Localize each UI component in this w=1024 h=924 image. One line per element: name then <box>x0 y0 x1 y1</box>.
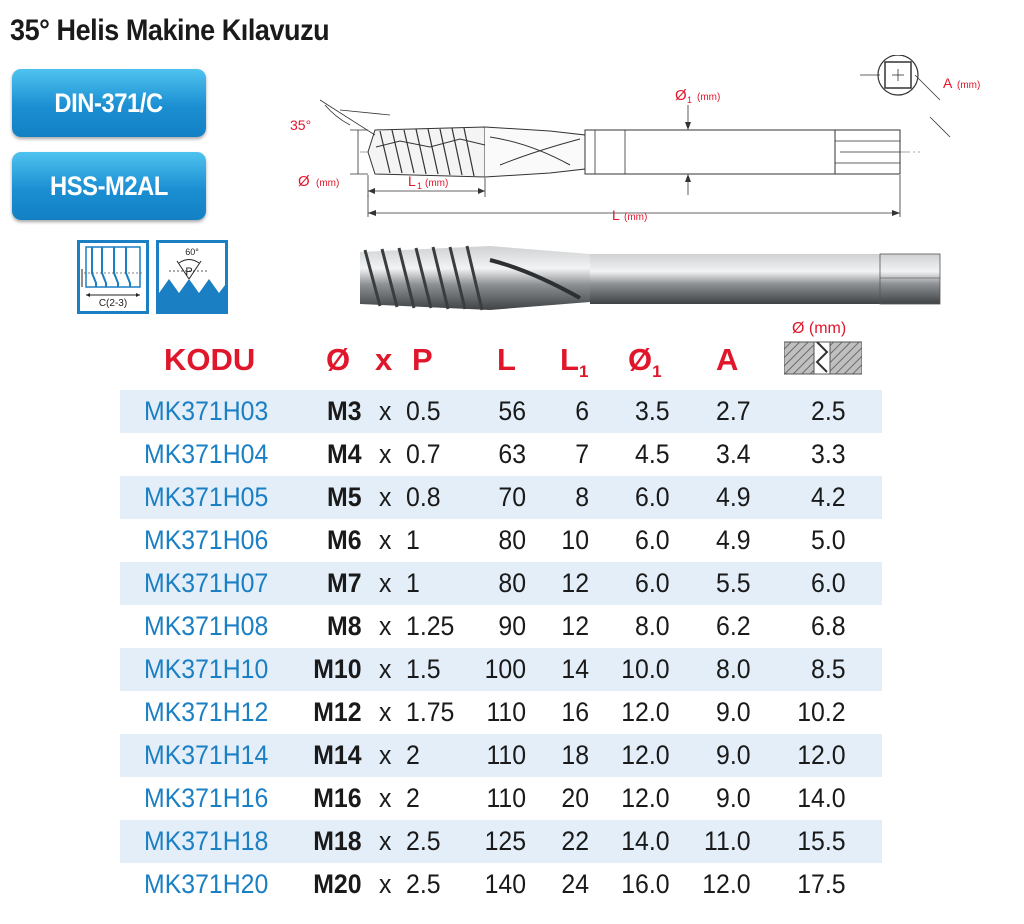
cell-square: 5.5 <box>716 568 751 598</box>
shank-diameter-symbol: Ø <box>675 87 687 104</box>
header-thread-length-symbol: L <box>560 342 579 377</box>
table-row <box>120 390 882 433</box>
cell-shank-diameter: 16.0 <box>621 869 670 899</box>
cell-length: 110 <box>486 740 526 770</box>
table-row <box>120 863 882 906</box>
cell-thread-length: 7 <box>575 439 589 469</box>
cell-x: x <box>379 525 392 555</box>
cell-length: 140 <box>484 869 526 899</box>
cell-code: MK371H07 <box>144 568 269 598</box>
cell-x: x <box>379 568 392 598</box>
cell-thread-size: M18 <box>313 826 362 856</box>
cell-length: 80 <box>498 525 526 555</box>
chamfer-form-icon <box>77 240 149 314</box>
cell-drill-diameter: 8.5 <box>811 654 846 684</box>
header-diameter: Ø <box>326 342 351 377</box>
cell-drill-diameter: 15.5 <box>797 826 846 856</box>
header-shank-sub: 1 <box>652 362 662 382</box>
cell-pitch: 2 <box>406 740 420 770</box>
cell-length: 90 <box>498 611 526 641</box>
cell-x: x <box>379 869 392 899</box>
page-title: 35° Helis Makine Kılavuzu <box>10 14 330 47</box>
cell-code: MK371H05 <box>144 482 269 512</box>
cell-thread-size: M6 <box>327 525 362 555</box>
header-pitch: P <box>412 342 433 377</box>
cell-square: 9.0 <box>716 697 751 727</box>
cell-code: MK371H10 <box>144 654 269 684</box>
cell-drill-diameter: 4.2 <box>811 482 846 512</box>
cell-code: MK371H06 <box>144 525 269 555</box>
diameter-unit: (mm) <box>316 178 340 189</box>
cell-thread-size: M5 <box>327 482 362 512</box>
table-row <box>120 605 882 648</box>
cell-square: 12.0 <box>702 869 751 899</box>
cell-shank-diameter: 10.0 <box>621 654 670 684</box>
cell-square: 4.9 <box>716 482 751 512</box>
cell-x: x <box>379 654 392 684</box>
cell-shank-diameter: 12.0 <box>621 740 670 770</box>
cell-thread-size: M20 <box>313 869 362 899</box>
cell-square: 9.0 <box>716 740 751 770</box>
cell-length: 70 <box>498 482 526 512</box>
cell-thread-size: M12 <box>313 697 362 727</box>
material-badge-label: HSS-M2AL <box>50 170 168 201</box>
cell-length: 100 <box>484 654 526 684</box>
shank-diameter-sub: 1 <box>687 95 693 105</box>
cell-thread-size: M16 <box>313 783 362 813</box>
helix-angle-label: 35° <box>290 117 312 133</box>
table-row <box>120 562 882 605</box>
product-table <box>120 320 882 906</box>
cell-square: 11.0 <box>704 826 751 856</box>
square-unit: (mm) <box>957 80 981 91</box>
standard-badge <box>12 69 206 137</box>
cell-x: x <box>379 826 392 856</box>
table-row <box>120 777 882 820</box>
cell-shank-diameter: 12.0 <box>621 783 670 813</box>
thread-length-symbol: L <box>408 173 416 189</box>
thread-length-sub: 1 <box>417 181 423 191</box>
cell-shank-diameter: 4.5 <box>635 439 670 469</box>
cell-thread-size: M4 <box>327 439 362 469</box>
cell-drill-diameter: 17.5 <box>797 869 846 899</box>
cell-thread-size: M3 <box>327 396 362 426</box>
cell-length: 110 <box>486 697 526 727</box>
cell-pitch: 1.25 <box>406 611 455 641</box>
table-row <box>120 691 882 734</box>
cell-length: 110 <box>486 783 526 813</box>
thread-angle-label: 60° <box>185 247 199 257</box>
cell-code: MK371H20 <box>144 869 269 899</box>
cell-x: x <box>379 482 392 512</box>
cell-length: 125 <box>484 826 526 856</box>
cell-thread-length: 14 <box>561 654 589 684</box>
cell-pitch: 0.5 <box>406 396 441 426</box>
cell-drill-diameter: 2.5 <box>811 396 846 426</box>
cell-code: MK371H16 <box>144 783 269 813</box>
cell-square: 8.0 <box>716 654 751 684</box>
cell-shank-diameter: 6.0 <box>635 482 670 512</box>
cell-code: MK371H08 <box>144 611 269 641</box>
thread-pitch-label: P <box>185 266 193 278</box>
cell-square: 9.0 <box>716 783 751 813</box>
header-shank-symbol: Ø <box>628 342 653 377</box>
header-drill-label: Ø (mm) <box>792 320 847 337</box>
cell-length: 80 <box>498 568 526 598</box>
cell-pitch: 0.8 <box>406 482 441 512</box>
cell-x: x <box>379 783 392 813</box>
cell-pitch: 1 <box>406 568 420 598</box>
cell-shank-diameter: 3.5 <box>635 396 670 426</box>
header-shank <box>628 342 662 382</box>
cell-thread-size: M14 <box>313 740 362 770</box>
header-code: KODU <box>164 342 256 377</box>
cell-thread-length: 8 <box>575 482 589 512</box>
cell-x: x <box>379 439 392 469</box>
cell-code: MK371H03 <box>144 396 269 426</box>
cell-pitch: 2.5 <box>406 826 441 856</box>
tap-product-image <box>350 240 950 320</box>
cell-code: MK371H18 <box>144 826 269 856</box>
chamfer-label: C(2-3) <box>98 298 128 309</box>
table-row <box>120 820 882 863</box>
cell-thread-length: 6 <box>575 396 589 426</box>
table-row <box>120 433 882 476</box>
cell-pitch: 1 <box>406 525 420 555</box>
cell-code: MK371H12 <box>144 697 269 727</box>
cell-square: 2.7 <box>716 396 751 426</box>
cell-drill-diameter: 6.8 <box>811 611 846 641</box>
header-x: x <box>375 342 393 377</box>
table-body <box>120 390 882 906</box>
cell-drill-diameter: 10.2 <box>797 697 846 727</box>
cell-code: MK371H14 <box>144 740 269 770</box>
table-row <box>120 648 882 691</box>
cell-drill-diameter: 14.0 <box>797 783 846 813</box>
cell-x: x <box>379 697 392 727</box>
header-length: L <box>497 342 516 377</box>
cell-pitch: 0.7 <box>406 439 441 469</box>
cell-thread-length: 12 <box>561 611 589 641</box>
cell-drill-diameter: 5.0 <box>811 525 846 555</box>
cell-x: x <box>379 396 392 426</box>
material-badge <box>12 152 206 220</box>
cell-thread-length: 18 <box>561 740 589 770</box>
total-length-symbol: L <box>612 207 620 223</box>
cell-code: MK371H04 <box>144 439 269 469</box>
cell-drill-diameter: 3.3 <box>811 439 846 469</box>
cell-pitch: 1.75 <box>406 697 455 727</box>
cell-thread-length: 10 <box>561 525 589 555</box>
thread-profile-icon <box>156 240 228 314</box>
cell-thread-length: 22 <box>561 826 589 856</box>
cell-drill-diameter: 6.0 <box>811 568 846 598</box>
shank-diameter-unit: (mm) <box>697 92 721 103</box>
cell-shank-diameter: 6.0 <box>635 525 670 555</box>
cell-thread-length: 12 <box>561 568 589 598</box>
cell-thread-length: 24 <box>561 869 589 899</box>
cell-drill-diameter: 12.0 <box>797 740 846 770</box>
thread-length-unit: (mm) <box>425 178 449 189</box>
cell-thread-length: 20 <box>561 783 589 813</box>
cell-pitch: 2.5 <box>406 869 441 899</box>
drill-hole-icon <box>784 340 862 376</box>
cell-thread-size: M7 <box>327 568 362 598</box>
cell-square: 4.9 <box>716 525 751 555</box>
table-row <box>120 519 882 562</box>
cell-pitch: 1.5 <box>406 654 441 684</box>
square-symbol: A <box>943 75 953 91</box>
cell-length: 56 <box>498 396 526 426</box>
cell-length: 63 <box>498 439 526 469</box>
header-thread-length-sub: 1 <box>578 362 589 382</box>
table-row <box>120 734 882 777</box>
cell-thread-size: M10 <box>313 654 362 684</box>
cell-shank-diameter: 6.0 <box>635 568 670 598</box>
tap-technical-drawing <box>280 55 1000 230</box>
cell-thread-length: 16 <box>561 697 589 727</box>
header-thread-length <box>560 342 588 382</box>
cell-square: 3.4 <box>716 439 751 469</box>
cell-square: 6.2 <box>716 611 751 641</box>
cell-shank-diameter: 8.0 <box>635 611 670 641</box>
total-length-unit: (mm) <box>624 212 648 223</box>
cell-thread-size: M8 <box>327 611 362 641</box>
table-row <box>120 476 882 519</box>
diameter-symbol: Ø <box>298 173 310 190</box>
cell-shank-diameter: 14.0 <box>621 826 670 856</box>
cell-x: x <box>379 740 392 770</box>
header-square: A <box>716 342 739 377</box>
cell-x: x <box>379 611 392 641</box>
table-header <box>120 320 882 390</box>
cell-pitch: 2 <box>406 783 420 813</box>
cell-shank-diameter: 12.0 <box>621 697 670 727</box>
standard-badge-label: DIN-371/C <box>54 87 164 118</box>
